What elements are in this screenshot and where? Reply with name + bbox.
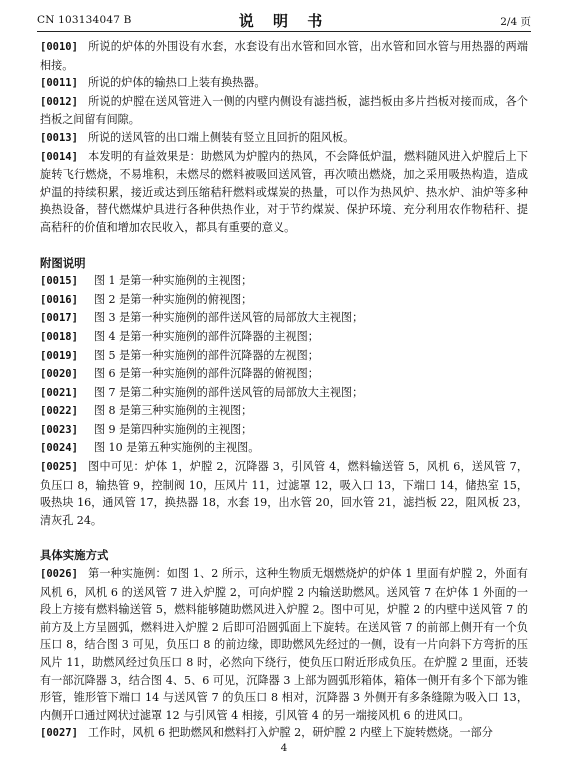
page-number: 4 xyxy=(280,742,288,754)
paragraph-number: [0026] xyxy=(40,568,78,581)
doc-title: 说 明 书 xyxy=(238,12,330,30)
figure-item-0020 xyxy=(40,365,528,384)
paragraph-0027 xyxy=(40,724,528,743)
figure-item-0021 xyxy=(40,384,528,403)
figure-caption: 图 2 是第一种实施例的俯视图； xyxy=(93,292,253,306)
figure-caption: 图 8 是第三种实施例的主视图； xyxy=(93,404,253,418)
paragraph-0011 xyxy=(40,74,528,93)
paragraph-number: [0015] xyxy=(40,275,78,288)
figure-caption: 图 5 是第一种实施例的部件沉降器的左视图； xyxy=(93,348,319,362)
section-spacer xyxy=(40,237,528,255)
section-spacer xyxy=(40,529,528,547)
paragraph-number: [0025] xyxy=(40,461,78,474)
paragraph-number: [0023] xyxy=(40,423,78,436)
figure-item-0016 xyxy=(40,291,528,310)
figure-caption: 图 10 是第五种实施例的主视图。 xyxy=(93,441,260,455)
paragraph-text: 本发明的有益效果是：助燃风为炉膛内的热风，不会降低炉温，燃料随风进入炉膛后上下旋转飞行燃烧，不易堆积，未燃尽的燃料被吸回送风管，再次喷出燃烧，加之采用吸热构造，造成炉温的持续积累，接近或达到压缩秸秆燃料或煤炭的热量，可以作为热风炉、热水炉、油炉等多种换热设备，替代燃煤炉具进行各种供热作业，对于节约煤炭、保护环境、充分利用农作物秸秆、提高秸秆的价值和增加农民收入，都具有重要的意义。 xyxy=(40,149,528,234)
paragraph-number: [0010] xyxy=(40,41,78,53)
figure-item-0024 xyxy=(40,439,528,458)
figure-item-0023 xyxy=(40,421,528,440)
paragraph-number: [0019] xyxy=(40,349,78,362)
figure-caption: 图 3 是第一种实施例的部件送风管的局部放大主视图； xyxy=(93,311,364,325)
figure-item-0017 xyxy=(40,309,528,328)
figure-item-0015 xyxy=(40,272,528,291)
header-rule xyxy=(37,31,531,32)
paragraph-number: [0024] xyxy=(40,442,78,455)
paragraph-0010 xyxy=(40,38,528,74)
figure-item-0022 xyxy=(40,402,528,421)
paragraph-text: 所说的炉体的外围设有水套，水套设有出水管和回水管，出水管和回水管与用热器的两端相接。 xyxy=(40,40,528,72)
paragraph-number: [0011] xyxy=(40,77,78,90)
figure-caption: 图 4 是第一种实施例的部件沉降器的主视图； xyxy=(93,329,319,343)
paragraph-text: 所说的炉膛在送风管进入一侧的内壁内侧设有滤挡板，滤挡板由多片挡板对接而成，各个挡板之间留有间隙。 xyxy=(40,94,528,127)
doc-number: CN 103134047 B xyxy=(37,14,132,26)
paragraph-0025 xyxy=(40,458,528,529)
paragraph-number: [0017] xyxy=(40,312,78,325)
page-header xyxy=(37,9,531,31)
paragraph-0026 xyxy=(40,565,528,724)
figure-caption: 图 9 是第四种实施例的主视图； xyxy=(93,422,253,436)
paragraph-text: 所说的炉体的输热口上装有换热器。 xyxy=(87,76,266,90)
figure-caption: 图 7 是第二种实施例的部件送风管的局部放大主视图； xyxy=(93,385,364,399)
paragraph-text: 工作时，风机 6 把助燃风和燃料打入炉膛 2，研炉膛 2 内壁上下旋转燃烧。一部分 xyxy=(87,726,493,740)
paragraph-number: [0016] xyxy=(40,293,78,306)
paragraph-0013 xyxy=(40,129,528,148)
paragraph-text: 图中可见：炉体 1，炉膛 2，沉降器 3，引风管 4，燃料输送管 5，风机 6，送风管 7，负压口 8，输热管 9，控制阀 10，压风片 11，过滤罩 12，吸入口 13，下端口 14，储热室 15，吸热块 16，通风管 17，换热器 18，水套 19，出水管 20，回水管 21，滤挡板 22，阻风板 23，清灰孔 24。 xyxy=(40,460,528,527)
paragraph-0012 xyxy=(40,93,528,129)
figure-item-0019 xyxy=(40,347,528,366)
paragraph-0014 xyxy=(40,148,528,237)
paragraph-number: [0012] xyxy=(40,95,78,108)
figures-section-title: 附图说明 xyxy=(40,255,86,270)
paragraph-text: 第一种实施例：如图 1、2 所示，这种生物质无烟燃烧炉的炉体 1 里面有炉膛 2，外面有风机 6，风机 6 的送风管 7 进入炉膛 2，可向炉膛 2 内输送助燃风。送风管 7 在炉体 1 外面的一段上方接有燃料输送管 5，燃料能够随助燃风进入炉膛 2。图中可见，炉膛 2 的内壁中送风管 7 的前方及上方呈圆弧，燃料进入炉膛 2 后即可沿圆弧面上下旋转。在送风管 7 的前部上侧开有一个负压口 8，结合图 3 可见，负压口 8 的前边缘，即助燃风先经过的一侧，设有一片向斜下方弯折的压风片 11，助燃风经过负压口 8 时，必然向下绕行，使负压口附近形成负压。在炉膛 2 里面，还装有一部沉降器 3，结合图 4、5、6 可见，沉降器 3 上部为圆弧形箱体，箱体一侧开有多个下部为锥形管，锥形管下端口 14 与送风管 7 的负压口 8 相对，沉降器 3 外侧开有多条缝隙为吸入口 13，内侧开口通过网状过滤罩 12 与引风管 4 相接，引风管 4 的另一端接风机 6 的进风口。 xyxy=(40,567,528,722)
figure-caption: 图 1 是第一种实施例的主视图； xyxy=(93,274,253,288)
page-index: 2/4 页 xyxy=(500,16,531,28)
paragraph-number: [0018] xyxy=(40,330,78,343)
paragraph-number: [0021] xyxy=(40,386,78,399)
paragraph-number: [0020] xyxy=(40,368,78,381)
page-body xyxy=(40,38,528,743)
paragraph-number: [0022] xyxy=(40,405,78,418)
paragraph-number: [0027] xyxy=(40,727,78,740)
paragraph-text: 所说的送风管的出口端上侧装有竖立且回折的阻风板。 xyxy=(87,130,355,144)
embodiment-section-title: 具体实施方式 xyxy=(40,548,109,563)
paragraph-number: [0014] xyxy=(40,150,78,163)
figure-caption: 图 6 是第一种实施例的部件沉降器的俯视图； xyxy=(93,367,319,381)
figure-item-0018 xyxy=(40,328,528,347)
paragraph-number: [0013] xyxy=(40,131,78,144)
